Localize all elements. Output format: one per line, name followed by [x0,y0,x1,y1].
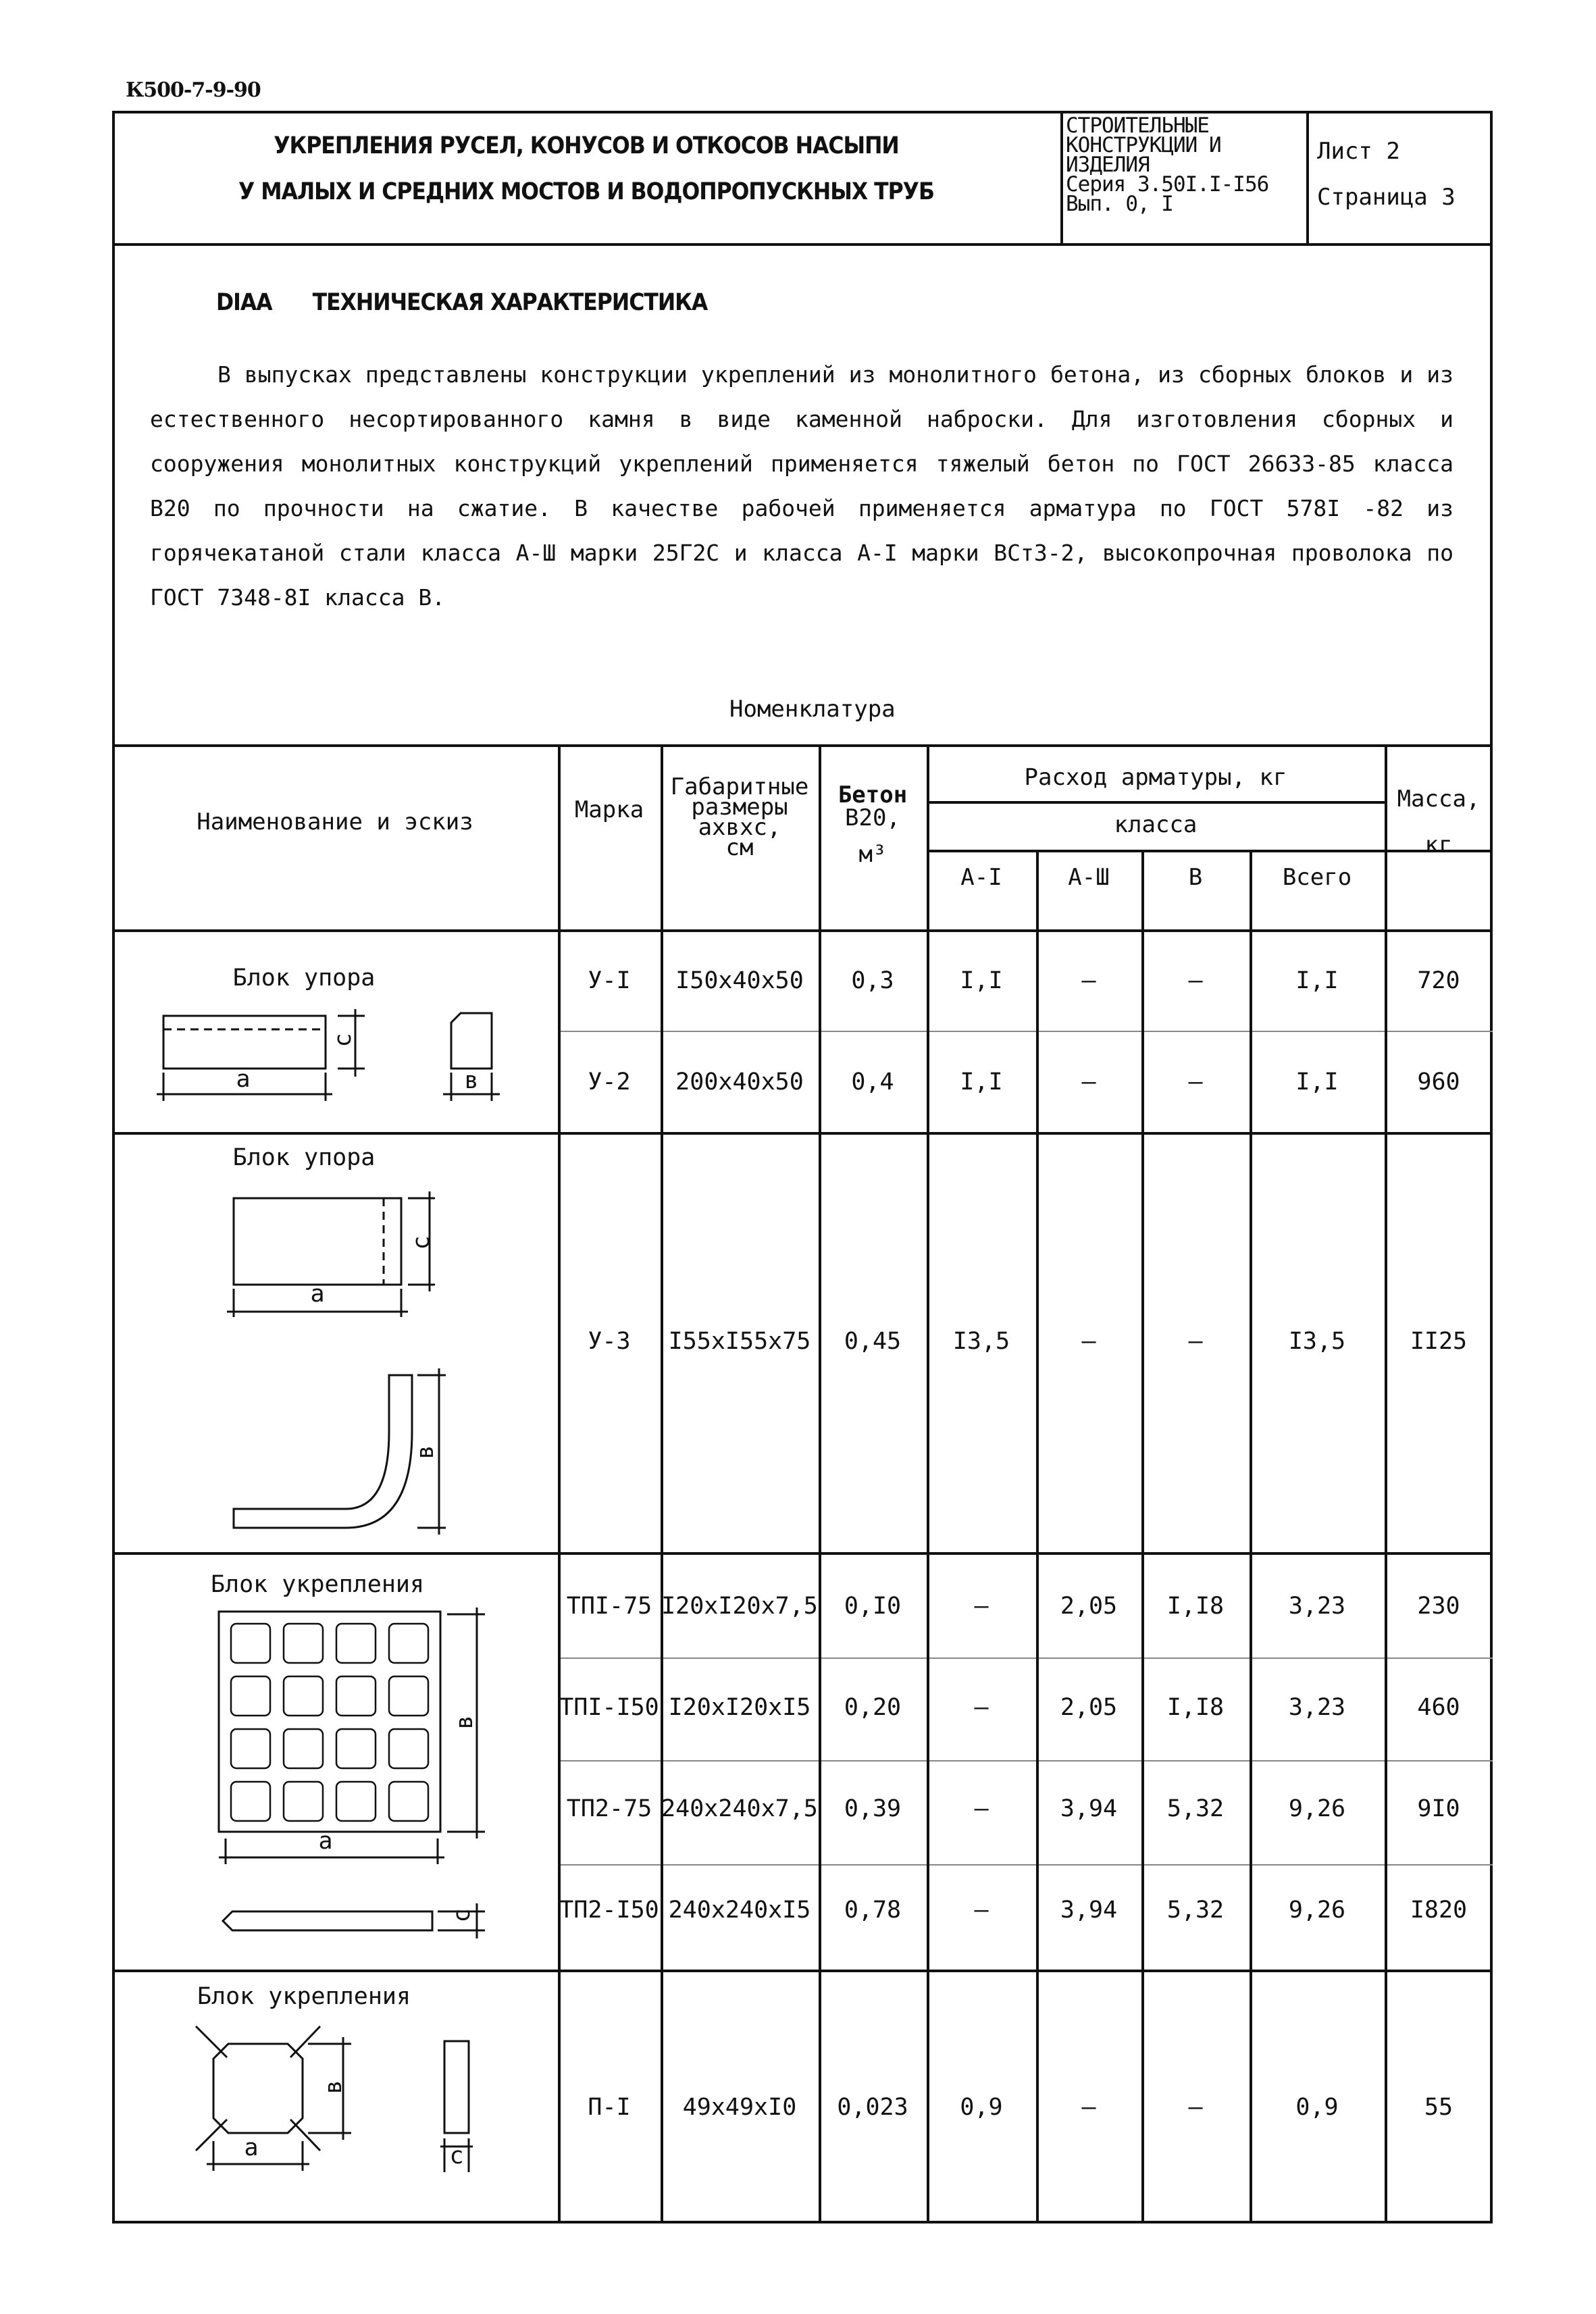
cell-mass: 960 [1417,1069,1460,1096]
group-name-2: Блок упора [232,1144,376,1171]
cell-concrete: 0,78 [844,1897,902,1924]
cell-concrete: 0,4 [851,1069,894,1096]
header-mark: Марка [574,796,644,823]
grid-cell [284,1729,323,1768]
group-name-4: Блок укрепления [197,1983,411,2010]
cell-total: 3,23 [1288,1694,1346,1721]
cell-b: I,I8 [1166,1593,1225,1620]
dim-label-b: в [412,1445,439,1460]
cell-b: – [1188,2094,1203,2121]
sheet-number: Лист 2 [1317,138,1400,165]
grid-cell [389,1624,428,1663]
cell-b: 5,32 [1166,1897,1225,1924]
cell-dims: 200x40x50 [675,1069,804,1096]
cell-total: 0,9 [1295,2094,1339,2121]
cell-dims: I50x40x50 [675,967,804,994]
title-line-1: УКРЕПЛЕНИЯ РУСЕЛ, КОНУСОВ И ОТКОСОВ НАСЫПИ [274,132,899,159]
cell-mass: 230 [1417,1593,1460,1620]
header-rebar: Расход арматуры, кг [1024,764,1287,791]
cell-dims: I55xI55x75 [668,1328,811,1355]
cell-b: – [1188,1328,1203,1355]
cell-a1: 0,9 [960,2094,1003,2121]
dim-label-a: а [310,1281,325,1308]
cell-a3: 2,05 [1060,1694,1118,1721]
cell-total: 9,26 [1288,1897,1346,1924]
cell-a3: – [1081,1328,1096,1355]
cell-a3: 2,05 [1060,1593,1118,1620]
cell-mark: У-3 [588,1328,631,1355]
cell-concrete: 0,39 [844,1795,902,1822]
cell-a1: – [974,1897,989,1924]
cell-a3: – [1081,1069,1096,1096]
cell-b: I,I8 [1166,1694,1225,1721]
grid-cell [336,1624,376,1663]
header-concrete: Бетон В20, м³ [838,781,908,868]
cell-dims: I20xI20x7,5 [661,1593,818,1620]
header-a1: А-I [960,864,1002,891]
cell-a3: – [1081,967,1096,994]
dim-label-c: с [449,2142,464,2169]
cell-mass: II25 [1410,1328,1468,1355]
cell-mark: ТПI-I50 [559,1694,659,1721]
dim-label-c: с [408,1235,435,1250]
dim-label-a: а [244,2134,259,2161]
document-code: К500-7-9-90 [126,78,261,102]
dim-label-b: в [464,1067,479,1094]
header-dims: Габаритные размеры ахвхс, см [670,773,809,861]
dim-label-c: с [448,1908,475,1923]
cell-dims: 240x240x7,5 [661,1795,818,1822]
cell-total: 3,23 [1288,1593,1346,1620]
dim-label-c: с [330,1033,357,1048]
cell-mass: 9I0 [1417,1795,1460,1822]
cell-total: I,I [1295,967,1339,994]
grid-cell [389,1729,428,1768]
cell-mass: 55 [1424,2094,1453,2121]
group-name-3: Блок укрепления [210,1571,425,1598]
header-class: класса [1114,811,1198,838]
cell-a1: I3,5 [952,1328,1010,1355]
page-number: Страница 3 [1317,184,1456,211]
grid-cell [231,1782,270,1821]
cell-mark: ТПI-75 [566,1593,652,1620]
title-line-2: У МАЛЫХ И СРЕДНИХ МОСТОВ И ВОДОПРОПУСКНЫХ ТРУБ [238,178,934,205]
cell-mark: ТП2-I50 [559,1897,659,1924]
grid-cell [336,1729,376,1768]
section-paragraph: В выпусках представлены конструкции укреплений из монолитного бетона, из сборных блоков и из естественного несортированного камня в виде каменной наброски. Для изготовления сборных и сооружения монолитных конструкций укреплений применяется тяжелый бетон по ГОСТ 26633-85 класса В20 по прочности на сжатие. В качестве рабочей применяется арматура по ГОСТ 578I -82 из горячекатаной стали класса А-Ш марки 25Г2С и класса А-I марки ВСт3-2, высокопрочная проволока по ГОСТ 7348-8I класса В. [150,361,1453,611]
cell-total: I3,5 [1288,1328,1346,1355]
dim-label-b: в [451,1715,478,1730]
grid-cell [231,1624,270,1663]
cell-b: 5,32 [1166,1795,1225,1822]
header-b: В [1188,864,1203,891]
table-caption: Номенклатура [729,696,896,723]
cell-mark: У-2 [588,1069,631,1096]
header-name: Наименование и эскиз [197,808,473,835]
cell-concrete: 0,3 [851,967,894,994]
cell-dims: 49x49xI0 [682,2094,797,2121]
cell-a1: – [974,1593,989,1620]
cell-dims: I20xI20xI5 [668,1694,811,1721]
grid-cell [336,1782,376,1821]
cell-concrete: 0,45 [844,1328,902,1355]
cell-a1: – [974,1694,989,1721]
cell-mark: П-I [588,2094,631,2121]
cell-dims: 240x240xI5 [668,1897,811,1924]
cell-b: – [1188,967,1203,994]
cell-mass: 720 [1417,967,1460,994]
header-mass: Масса, кг [1397,786,1481,858]
cell-a3: – [1081,2094,1096,2121]
grid-cell [336,1676,376,1716]
dim-label-a: а [236,1066,251,1093]
grid-cell [284,1782,323,1821]
cell-total: 9,26 [1288,1795,1346,1822]
group-name-1: Блок упора [232,965,376,992]
grid-cell [389,1676,428,1716]
grid-cell [284,1676,323,1716]
cell-mark: У-I [588,967,631,994]
grid-cell [284,1624,323,1663]
cell-a1: I,I [960,967,1003,994]
grid-cell [389,1782,428,1821]
cell-mass: I820 [1410,1897,1468,1924]
dim-label-b: в [320,2080,347,2094]
dim-label-a: а [318,1828,333,1855]
header-a3: А-Ш [1068,864,1110,891]
cell-total: I,I [1295,1069,1339,1096]
grid-cell [231,1729,270,1768]
cell-mass: 460 [1417,1694,1460,1721]
cell-concrete: 0,20 [844,1694,902,1721]
grid-cell [231,1676,270,1716]
cell-a1: – [974,1795,989,1822]
series-info: СТРОИТЕЛЬНЫЕ КОНСТРУКЦИИ И ИЗДЕЛИЯ Серия 3.50I.I-I56 Вып. 0, I [1066,113,1269,216]
cell-concrete: 0,023 [837,2094,908,2121]
cell-a1: I,I [960,1069,1003,1096]
cell-mark: ТП2-75 [566,1795,652,1822]
section-heading: DIAA ТЕХНИЧЕСКАЯ ХАРАКТЕРИСТИКА [216,289,708,316]
cell-a3: 3,94 [1060,1795,1118,1822]
cell-concrete: 0,I0 [844,1593,902,1620]
cell-b: – [1188,1069,1203,1096]
cell-a3: 3,94 [1060,1897,1118,1924]
header-total: Всего [1282,864,1352,891]
